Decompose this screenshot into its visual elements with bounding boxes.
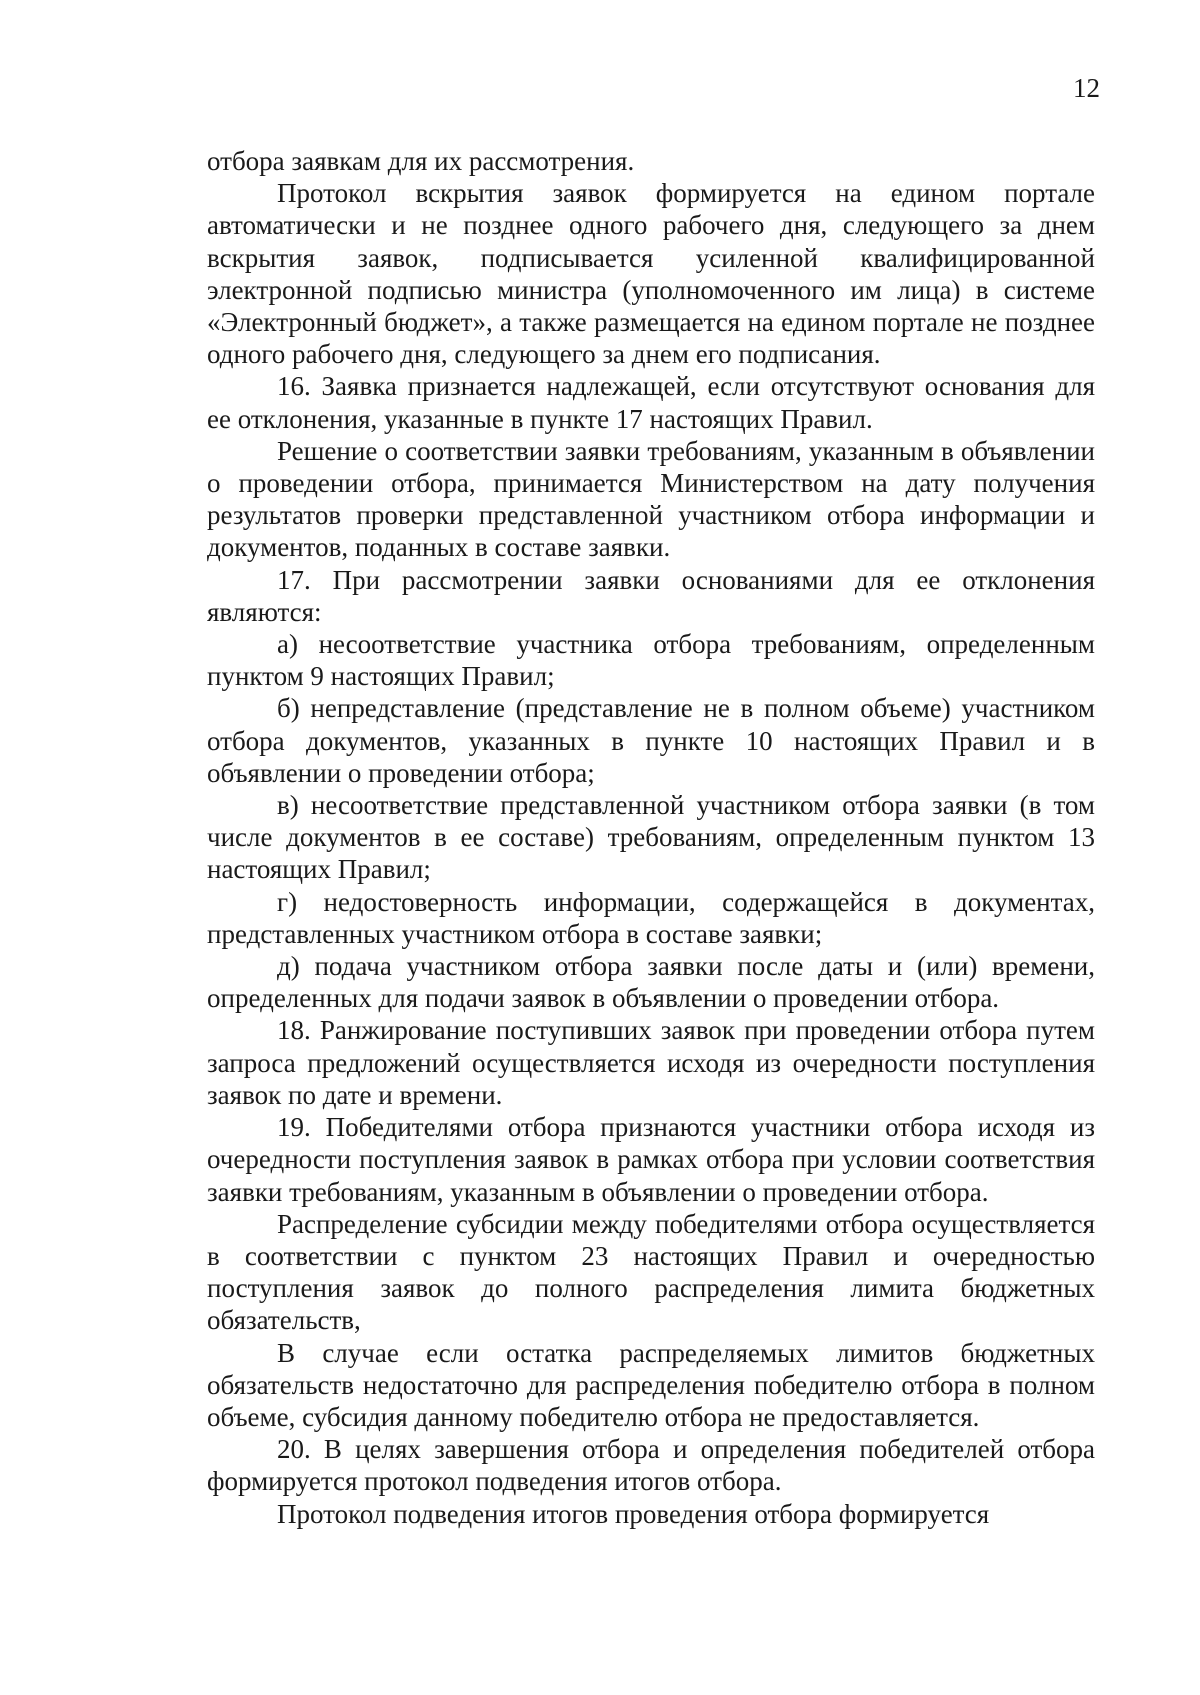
paragraph-distribution: Распределение субсидии между победителями отбора осуществляется в соответствии с пунктом 23 настоящих Правил и очередностью поступления заявок до полного распределения лимита бюджетных обязательств, [207,1208,1095,1336]
paragraph-item-20: 20. В целях завершения отбора и определения победителей отбора формируется протокол подведения итогов отбора. [207,1434,1095,1497]
paragraph-continuation: отбора заявкам для их рассмотрения. [207,146,635,176]
paragraph-item-18: 18. Ранжирование поступивших заявок при проведении отбора путем запроса предложений осуществляется исходя из очередности поступления заявок по дате и времени. [207,1015,1095,1110]
paragraph-item-16: 16. Заявка признается надлежащей, если отсутствуют основания для ее отклонения, указанные в пункте 17 настоящих Правил. [207,371,1095,434]
paragraph-insufficient-limits: В случае если остатка распределяемых лимитов бюджетных обязательств недостаточно для распределения победителю отбора в полном объеме, субсидия данному победителю отбора не предоставляется. [207,1337,1095,1432]
paragraph-item-19: 19. Победителями отбора признаются участники отбора исходя из очередности поступления заявок в рамках отбора при условии соответствия заявки требованиям, указанным в объявлении о проведении отбора. [207,1112,1095,1207]
paragraph-item-17g: г) недостоверность информации, содержащейся в документах, представленных участником отбора в составе заявки; [207,886,1095,949]
paragraph-item-17v: в) несоответствие представленной участником отбора заявки (в том числе документов в ее составе) требованиям, определенным пунктом 13 настоящих Правил; [207,790,1095,885]
paragraph-item-17a: а) несоответствие участника отбора требованиям, определенным пунктом 9 настоящих Правил; [207,629,1095,692]
paragraph-protocol-opening: Протокол вскрытия заявок формируется на едином портале автоматически и не позднее одного рабочего дня, следующего за днем вскрытия заявок, подписывается усиленной квалифицированной электронной подписью министра (уполномоченного им лица) в системе «Электронный бюджет», а также размещается на едином портале не позднее одного рабочего дня, следующего за днем его подписания. [207,178,1095,370]
paragraph-item-17d: д) подача участником отбора заявки после даты и (или) времени, определенных для подачи заявок в объявлении о проведении отбора. [207,951,1095,1014]
paragraph-final-protocol: Протокол подведения итогов проведения отбора формируется [277,1498,990,1529]
paragraph-decision: Решение о соответствии заявки требованиям, указанным в объявлении о проведении отбора, принимается Министерством на дату получения результатов проверки представленной участником отбора информации и документов, поданных в составе заявки. [207,435,1095,563]
document-body [207,145,1095,1530]
paragraph-item-17b: б) непредставление (представление не в полном объеме) участником отбора документов, указанных в пункте 10 настоящих Правил и в объявлении о проведении отбора; [207,693,1095,788]
paragraph-item-17: 17. При рассмотрении заявки основаниями для ее отклонения являются: [207,564,1095,627]
page-number: 12 [1073,73,1100,103]
